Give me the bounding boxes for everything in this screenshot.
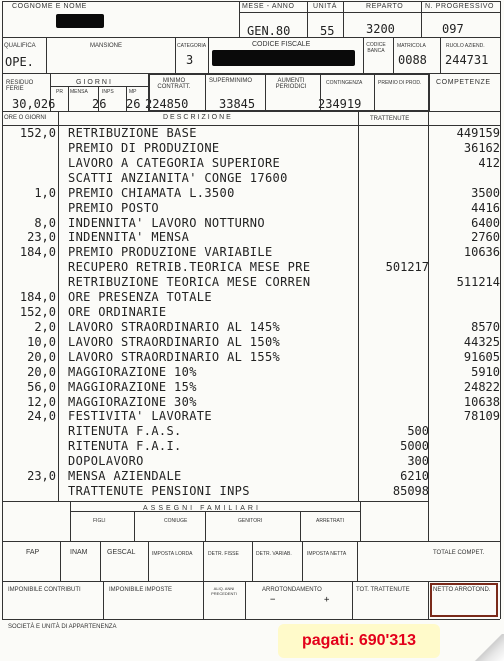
label-mp: MP [129,89,137,95]
label-contingenza: CONTINGENZA [326,80,363,86]
row-competenze: 78109 [463,409,500,424]
label-coniuge: CONIUGE [164,518,188,524]
value-categoria: 3 [186,53,194,67]
row-description: MAGGIORAZIONE 15% [68,379,197,394]
label-tot-trattenute: TOT. TRATTENUTE [356,587,410,593]
row-competenze: 4416 [471,200,500,215]
value-residuo-ferie: 30,026 [12,97,56,111]
row-competenze: 2760 [471,230,500,245]
label-detr-variab: DETR. VARIAB. [256,551,292,557]
row-description: LAVORO STRAORDINARIO AL 150% [68,334,281,349]
label-residuo-ferie: RESIDUO FERIE [6,80,34,92]
row-description: INDENNITA' LAVORO NOTTURNO [68,215,265,230]
page-curl [474,634,504,661]
label-detr-fisse: DETR. FISSE [208,551,239,557]
row-hours: 10,0 [27,334,56,349]
label-superminimo: SUPERMINIMO [209,78,253,84]
label-aumenti-periodici: AUMENTI PERIODICI [275,78,307,90]
row-description: RETRIBUZIONE BASE [68,126,197,140]
label-descrizione: DESCRIZIONE [163,114,233,121]
row-competenze: 10636 [463,245,500,260]
row-description: SCATTI ANZIANITA' CONGE 17600 [68,170,288,185]
row-hours: 184,0 [19,290,56,305]
value-qualifica: OPE. [5,55,34,69]
label-imposta-netta: IMPOSTA NETTA [307,551,347,557]
label-reparto: REPARTO [366,3,404,10]
label-trattenute: TRATTENUTE [370,116,410,122]
row-hours: 152,0 [19,126,56,140]
label-mansione: MANSIONE [90,43,123,49]
label-giorni: GIORNI [76,79,113,86]
label-imponibile-imposte: IMPONIBILE IMPOSTE [109,587,173,593]
redacted-codice-fiscale [212,50,355,66]
row-trattenute: 5000 [400,439,429,454]
label-genitori: GENITORI [238,518,263,524]
row-description: MAGGIORAZIONE 30% [68,394,197,409]
row-competenze: 6400 [471,215,500,230]
row-hours: 2,0 [34,319,56,334]
minus-sign: − [270,595,276,605]
row-description: FESTIVITA' LAVORATE [68,409,212,424]
label-mese-anno: MESE - ANNO [242,3,295,10]
row-competenze: 36162 [463,140,500,155]
label-premio-prod: PREMIO DI PROD. [378,80,422,86]
label-imponibile-contributi: IMPONIBILE CONTRIBUTI [8,587,81,593]
label-figli: FIGLI [93,518,106,524]
value-minimo-contratt: 224850 [145,97,189,111]
row-competenze: 511214 [456,275,500,290]
label-totale-compet: TOTALE COMPET. [433,550,485,556]
row-competenze: 412 [478,155,500,170]
row-competenze: 44325 [463,334,500,349]
row-hours: 23,0 [27,469,56,484]
row-trattenute: 300 [407,454,429,469]
row-description: INDENNITA' MENSA [68,230,190,245]
row-description: MAGGIORAZIONE 10% [68,364,197,379]
label-arrotondamento: ARROTONDAMENTO [262,587,322,593]
label-codice-banca: CODICE BANCA [366,42,386,54]
label-ore-giorni: ORE O GIORNI [4,115,47,121]
label-netto-arrotond: NETTO ARROTOND. [433,587,491,593]
label-qualifica: QUALIFICA [4,43,36,49]
row-description: LAVORO STRAORDINARIO AL 155% [68,349,281,364]
frame-top [2,1,500,2]
value-giorni-mp: 26 [126,97,141,111]
label-fap: FAP [26,549,40,556]
label-progressivo: N. PROGRESSIVO [425,3,495,10]
row-hours: 24,0 [27,409,56,424]
frame-left [2,1,3,619]
row-description: LAVORO STRAORDINARIO AL 145% [68,319,281,334]
value-giorni-inps: 26 [92,97,107,111]
row-trattenute: 501217 [385,260,429,275]
label-categoria: CATEGORIA [177,43,207,49]
label-minimo-contratt: MINIMO CONTRATT. [157,78,191,90]
row-description: PREMIO PRODUZIONE VARIABILE [68,245,273,260]
label-unita: UNITÀ [313,3,337,10]
row-description: RETRIBUZIONE TEORICA MESE CORREN [68,275,311,290]
row-competenze: 10638 [463,394,500,409]
label-codice-fiscale: CODICE FISCALE [252,41,311,48]
row-competenze: 8570 [471,319,500,334]
row-description: PREMIO CHIAMATA L.3500 [68,185,235,200]
value-mese-anno: GEN.80 [247,24,291,38]
label-aliq-anni: ALIQ. ANNI PRECEDENTI [211,586,237,596]
row-description: DOPOLAVORO [68,454,144,469]
row-description: PREMIO POSTO [68,200,159,215]
row-trattenute: 6210 [400,469,429,484]
value-ruolo: 244731 [445,53,489,67]
row-hours: 23,0 [27,230,56,245]
label-societa: SOCIETÀ E UNITÀ DI APPARTENENZA [8,624,117,630]
row-description: TRATTENUTE PENSIONI INPS [68,484,250,499]
value-contingenza: 234919 [318,97,362,111]
row-competenze: 24822 [463,379,500,394]
row-trattenute: 85098 [392,484,429,499]
row-competenze: 91605 [463,349,500,364]
label-inam: INAM [70,549,88,556]
row-competenze: 3500 [471,185,500,200]
label-arretrati: ARRETRATI [316,518,344,524]
row-description: RITENUTA F.A.I. [68,439,182,454]
label-mensa: MENSA [70,89,88,95]
row-description: LAVORO A CATEGORIA SUPERIORE [68,155,281,170]
row-hours: 8,0 [34,215,56,230]
row-hours: 152,0 [19,305,56,320]
row-hours: 184,0 [19,245,56,260]
value-reparto: 3200 [366,22,395,36]
label-ruolo-azienda: RUOLO AZIEND. [446,43,485,49]
paid-stamp: pagati: 690'313 [278,624,440,658]
row-hours: 20,0 [27,364,56,379]
row-description: RITENUTA F.A.S. [68,424,182,439]
row-hours: 20,0 [27,349,56,364]
frame-bottom [2,619,500,620]
row-competenze: 449159 [456,126,500,140]
label-pr: PR [56,89,63,95]
value-progressivo: 097 [442,22,464,36]
redacted-name [56,14,104,28]
netto-box [430,583,498,617]
row-hours: 56,0 [27,379,56,394]
row-trattenute: 500 [407,424,429,439]
plus-sign: + [324,595,330,605]
label-assegni-familiari: ASSEGNI FAMILIARI [143,505,261,512]
label-matricola: MATRICOLA [397,43,426,49]
row-competenze: 5910 [471,364,500,379]
row-description: ORE PRESENZA TOTALE [68,290,212,305]
value-superminimo: 33845 [219,97,256,111]
row-description: MENSA AZIENDALE [68,469,182,484]
frame-right [500,1,501,619]
label-gescal: GESCAL [107,549,136,556]
row-description: ORE ORDINARIE [68,305,167,320]
label-inps: INPS [102,89,114,95]
row-hours: 1,0 [34,185,56,200]
row-description: RECUPERO RETRIB.TEORICA MESE PRE [68,260,311,275]
row-hours: 12,0 [27,394,56,409]
value-unita: 55 [320,24,335,38]
label-competenze: COMPETENZE [436,79,491,86]
label-cognome-nome: COGNOME E NOME [12,3,87,10]
label-imposta-lorda: IMPOSTA LORDA [152,551,193,557]
row-description: PREMIO DI PRODUZIONE [68,140,220,155]
value-codice-banca: 0088 [398,53,427,67]
